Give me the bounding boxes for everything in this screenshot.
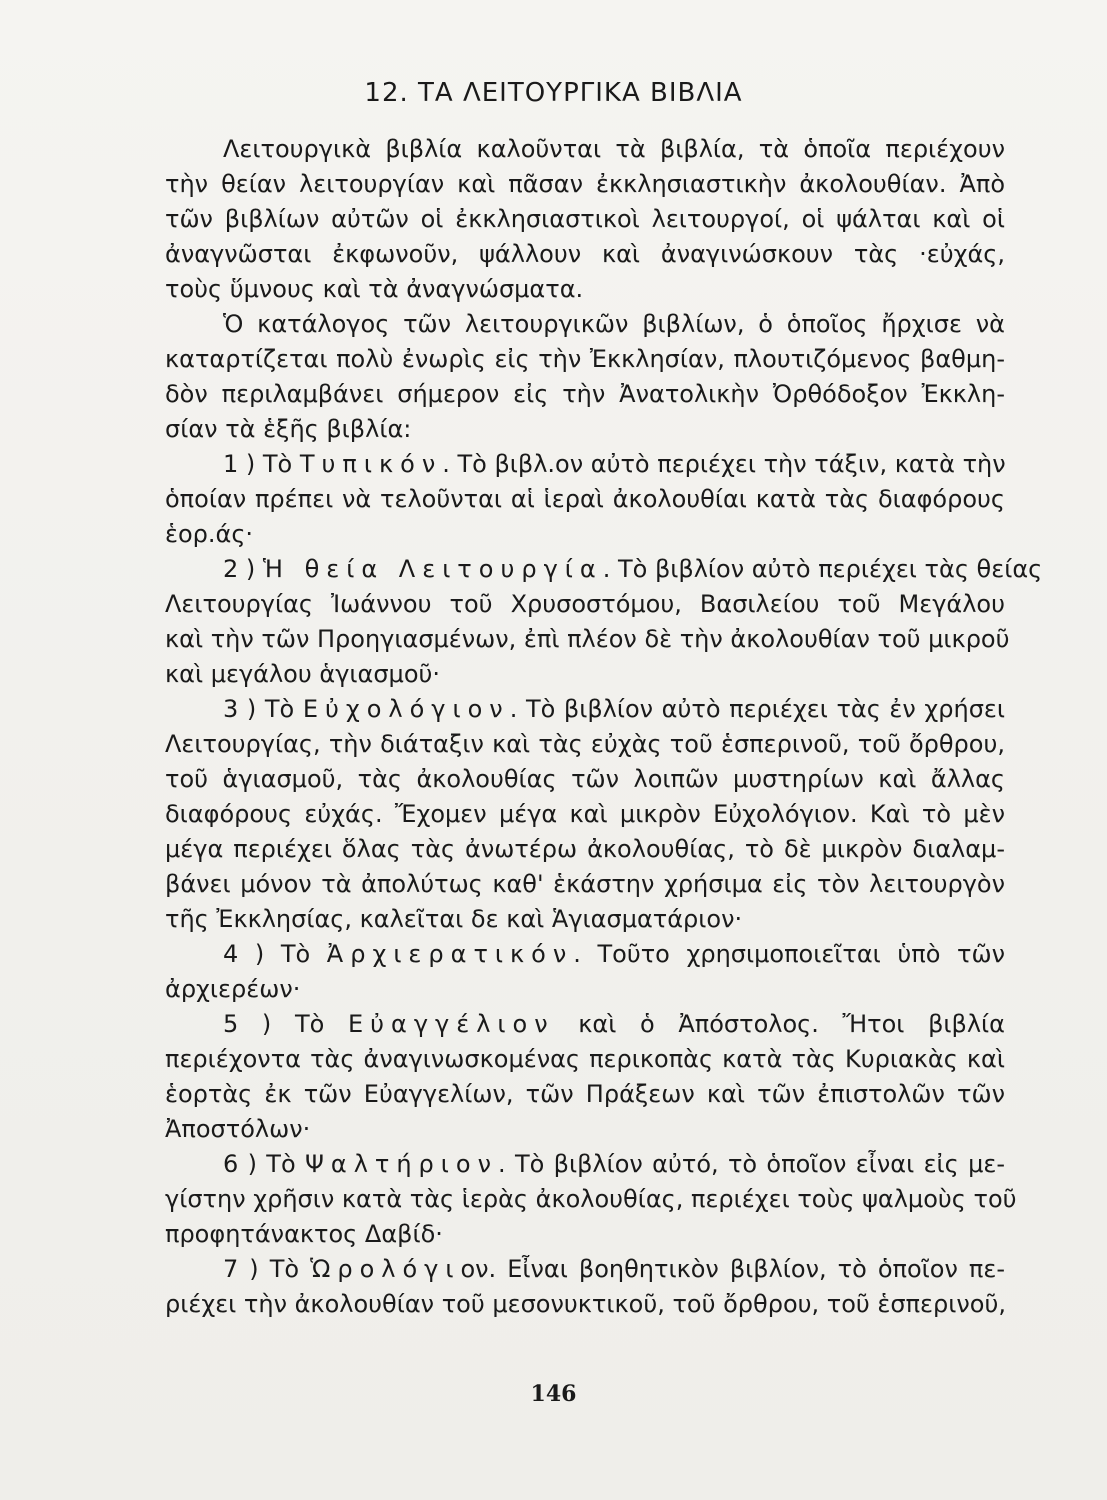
text-line: τῶν βιβλίων αὐτῶν οἱ ἐκκλησιαστικοὶ λειτουργοί, οἱ ψάλται καὶ οἱ: [165, 205, 1005, 233]
chapter-heading: 12. ΤΑ ΛΕΙΤΟΥΡΓΙΚΑ ΒΙΒΛΙΑ: [364, 78, 743, 108]
text-line: βάνει μόνον τὰ ἀπολύτως καθ' ἑκάστην χρήσιμα εἰς τὸν λειτουργὸν: [165, 870, 1005, 898]
book-title-spaced: Εὐαγγέλιον: [347, 1010, 555, 1038]
text-line: τῆς Ἐκκλησίας, καλεῖται δε καὶ Ἁγιασματάριον·: [165, 905, 743, 933]
list-item-prefix: 4 ) Τὸ: [223, 940, 327, 968]
page-number: 146: [530, 1381, 577, 1407]
book-title-spaced: Ἀρχιερατικόν: [326, 940, 574, 968]
list-item-rest: ον. Εἶναι βοηθητικὸν βιβλίον, τὸ ὁποῖον πε-: [460, 1255, 1005, 1283]
list-item-rest: . Τὸ βιβλίον αὐτὸ περιέχει τὰς θείας: [602, 555, 1043, 583]
list-item-prefix: 6 ) Τὸ: [223, 1150, 305, 1178]
text-line: μέγα περιέχει ὅλας τὰς ἀνωτέρω ἀκολουθίας, τὸ δὲ μικρὸν διαλαμ-: [165, 835, 1005, 863]
text-line: καὶ μεγάλου ἁγιασμοῦ·: [165, 660, 441, 688]
list-item-prefix: 7 ) Τὸ: [223, 1255, 311, 1283]
text-line: καὶ τὴν τῶν Προηγιασμένων, ἐπὶ πλέον δὲ τὴν ἀκολουθίαν τοῦ μικροῦ: [165, 625, 1010, 653]
text-line: [165, 937, 1005, 972]
text-line: διαφόρους εὐχάς. Ἔχομεν μέγα καὶ μικρὸν Εὐχολόγιον. Καὶ τὸ μὲν: [165, 800, 1005, 828]
text-line: ριέχει τὴν ἀκολουθίαν τοῦ μεσονυκτικοῦ, τοῦ ὄρθρου, τοῦ ἑσπερινοῦ,: [165, 1290, 1006, 1318]
list-item-rest: . Τὸ βιβλ.ον αὐτὸ περιέχει τὴν τάξιν, κατὰ τὴν: [442, 450, 1006, 478]
text-line: [165, 692, 1005, 727]
text-line: Λειτουργίας, τὴν διάταξιν καὶ τὰς εὐχὰς τοῦ ἑσπερινοῦ, τοῦ ὄρθρου,: [165, 730, 1005, 758]
book-title-spaced: Τυπικόν: [299, 450, 443, 478]
text-line: ἑορτὰς ἐκ τῶν Εὐαγγελίων, τῶν Πράξεων καὶ τῶν ἐπιστολῶν τῶν: [165, 1080, 1005, 1108]
text-line: περιέχοντα τὰς ἀναγινωσκομένας περικοπὰς κατὰ τὰς Κυριακὰς καὶ: [165, 1045, 1005, 1073]
text-line: ἀρχιερέων·: [165, 975, 301, 1003]
list-item-rest: . Τὸ βιβλίον αὐτὸ περιέχει τὰς ἐν χρήσει: [509, 695, 1006, 723]
text-line: ἑορ.άς·: [165, 520, 254, 548]
list-item-rest: . Τὸ βιβλίον αὐτό, τὸ ὁποῖον εἶναι εἰς με-: [498, 1150, 1005, 1178]
body-text: [165, 132, 1043, 1322]
text-line: Λειτουργικὰ βιβλία καλοῦνται τὰ βιβλία, τὰ ὁποῖα περιέχουν: [223, 135, 1005, 163]
list-item-prefix: 2 ): [223, 555, 263, 583]
list-item-rest: καὶ ὁ Ἀπόστολος. Ἤτοι βιβλία: [554, 1010, 1005, 1038]
list-item-prefix: 1 ) Τὸ: [223, 450, 300, 478]
text-line: καταρτίζεται πολὺ ἐνωρὶς εἰς τὴν Ἐκκλησίαν, πλουτιζόμενος βαθμη-: [165, 345, 1005, 373]
book-title-spaced: Ψαλτήριον: [304, 1150, 499, 1178]
text-line: [165, 552, 1043, 587]
list-item-prefix: 5 ) Τὸ: [223, 1010, 348, 1038]
text-line: σίαν τὰ ἑξῆς βιβλία:: [165, 415, 412, 443]
list-item-prefix: 3 ) Τὸ: [223, 695, 303, 723]
text-line: τὴν θείαν λειτουργίαν καὶ πᾶσαν ἐκκλησιαστικὴν ἀκολουθίαν. Ἀπὸ: [165, 170, 1005, 198]
text-line: προφητάνακτος Δαβίδ·: [165, 1220, 443, 1248]
text-line: [165, 1007, 1005, 1042]
book-title-spaced: Ἡ θεία Λειτουργία: [262, 555, 603, 583]
text-line: τοῦ ἁγιασμοῦ, τὰς ἀκολουθίας τῶν λοιπῶν μυστηρίων καὶ ἄλλας: [165, 765, 1005, 793]
text-line: [165, 1252, 1005, 1287]
text-line: Λειτουργίας Ἰωάννου τοῦ Χρυσοστόμου, Βασιλείου τοῦ Μεγάλου: [165, 590, 1005, 618]
text-line: γίστην χρῆσιν κατὰ τὰς ἱερὰς ἀκολουθίας, περιέχει τοὺς ψαλμοὺς τοῦ: [165, 1185, 1017, 1213]
text-line: τοὺς ὕμνους καὶ τὰ ἀναγνώσματα.: [165, 275, 584, 303]
text-line: Ὁ κατάλογος τῶν λειτουργικῶν βιβλίων, ὁ ὁποῖος ἤρχισε νὰ: [223, 310, 1005, 338]
text-line: Ἀποστόλων·: [165, 1115, 311, 1143]
text-line: δὸν περιλαμβάνει σήμερον εἰς τὴν Ἀνατολικὴν Ὀρθόδοξον Ἐκκλη-: [165, 380, 1005, 408]
text-line: [165, 447, 1005, 482]
book-title-spaced: Εὐχολόγιον: [302, 695, 510, 723]
book-title-spaced: Ὡρολόγι: [310, 1255, 461, 1283]
list-item-rest: . Τοῦτο χρησιμοποιεῖται ὑπὸ τῶν: [573, 940, 1005, 968]
text-line: ἀναγνῶσται ἐκφωνοῦν, ψάλλουν καὶ ἀναγινώσκουν τὰς ·εὐχάς,: [165, 240, 1005, 268]
text-line: [165, 1147, 1005, 1182]
text-line: ὁποίαν πρέπει νὰ τελοῦνται αἱ ἱεραὶ ἀκολουθίαι κατὰ τὰς διαφόρους: [165, 485, 1005, 513]
